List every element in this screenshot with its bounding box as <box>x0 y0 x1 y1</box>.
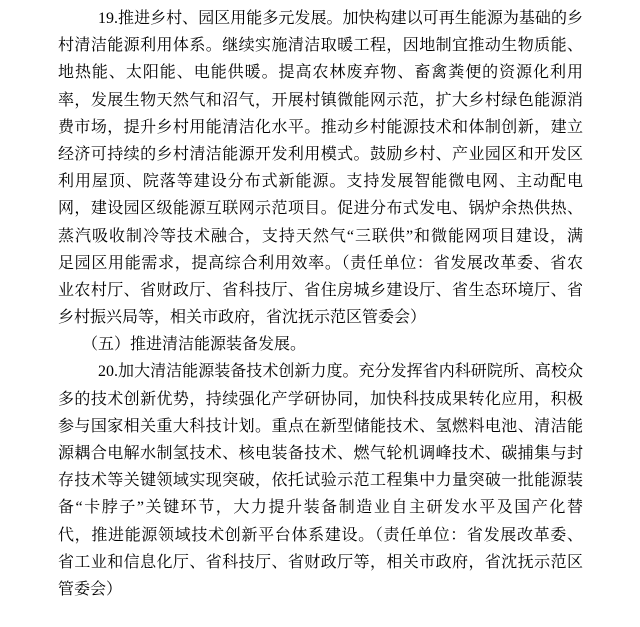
text-line: 费市场，提升乡村用能清洁化水平。推动乡村能源技术和体制创新，建立 <box>58 118 583 136</box>
text-line: 足园区用能需求，提高综合利用效率。（责任单位：省发展改革委、省农 <box>58 254 583 272</box>
text-line: 利用屋顶、院落等建设分布式新能源。支持发展智能微电网、主动配电 <box>58 173 583 191</box>
text-line: 经济可持续的乡村清洁能源开发利用模式。鼓励乡村、产业园区和开发区 <box>58 145 583 163</box>
text-line: 代，推进能源领域技术创新平台体系建设。（责任单位：省发展改革委、 <box>58 526 583 544</box>
text-line: 乡村振兴局等，相关市政府，省沈抚示范区管委会） <box>58 309 427 327</box>
text-line: 网，建设园区级能源互联网示范项目。促进分布式发电、锅炉余热供热、 <box>58 200 583 218</box>
text-line: 管委会） <box>58 580 123 598</box>
text-line: 省工业和信息化厅、省科技厅、省财政厅等，相关市政府，省沈抚示范区 <box>58 553 583 571</box>
text-line: 参与国家相关重大科技计划。重点在新型储能技术、氢燃料电池、清洁能 <box>58 417 583 435</box>
text-line: 地热能、太阳能、电能供暖。提高农林废弃物、畜禽粪便的资源化利用 <box>58 64 583 82</box>
text-line: 19.推进乡村、园区用能多元发展。加快构建以可再生能源为基础的乡 <box>98 10 583 27</box>
text-line: 率，发展生物天然气和沼气，开展村镇微能网示范，扩大乡村绿色能源消 <box>58 91 583 109</box>
text-line: 备“卡脖子”关键环节，大力提升装备制造业自主研发水平及国产化替 <box>58 499 583 517</box>
text-line: 源耦合电解水制氢技术、核电装备技术、燃气轮机调峰技术、碳捕集与封 <box>58 445 583 462</box>
text-line: （五）推进清洁能源装备发展。 <box>82 336 307 354</box>
text-line: 蒸汽吸收制冷等技术融合，支持天然气“三联供”和微能网项目建设，满 <box>58 227 583 245</box>
text-line: 20.加大清洁能源装备技术创新力度。充分发挥省内科研院所、高校众 <box>98 363 583 381</box>
text-line: 多的技术创新优势，持续强化产学研协同，加快科技成果转化应用，积极 <box>58 390 583 408</box>
text-line: 业农村厅、省财政厅、省科技厅、省住房城乡建设厅、省生态环境厅、省 <box>58 281 583 299</box>
document-body <box>58 5 583 603</box>
text-line: 村清洁能源利用体系。继续实施清洁取暖工程，因地制宜推动生物质能、 <box>58 37 583 55</box>
text-line: 存技术等关键领域实现突破，依托试验示范工程集中力量突破一批能源装 <box>58 472 583 490</box>
